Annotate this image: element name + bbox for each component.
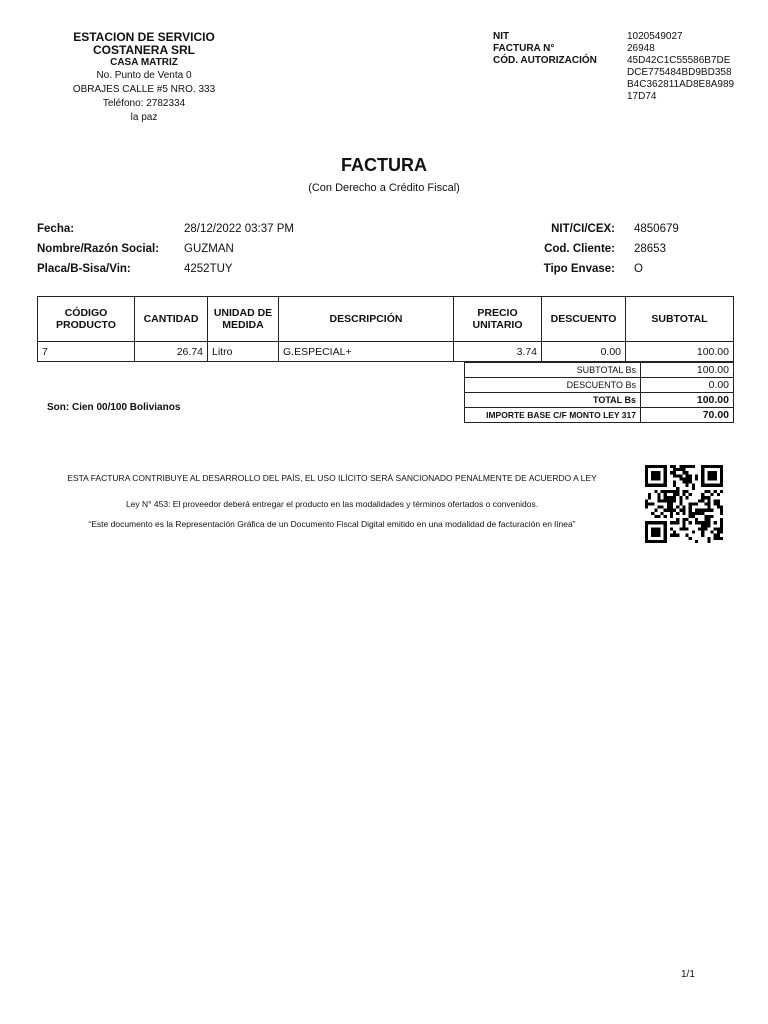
- issuer-pos: No. Punto de Venta 0: [96, 70, 192, 81]
- table-row: [38, 342, 734, 362]
- factura-number-value: 26948: [627, 43, 655, 54]
- items-table: [37, 296, 734, 362]
- nit-label: NIT: [493, 31, 510, 42]
- total-value: 100.00: [641, 393, 734, 408]
- fecha-label: Fecha:: [37, 223, 75, 235]
- envase-label: Tipo Envase:: [543, 263, 615, 275]
- issuer-phone: Teléfono: 2782334: [102, 98, 186, 109]
- descuento-label: DESCUENTO Bs: [465, 378, 641, 393]
- subtotal-label: SUBTOTAL Bs: [465, 363, 641, 378]
- factura-number-label: FACTURA N°: [493, 43, 555, 54]
- importe-row: [465, 408, 734, 423]
- col-precio-header: PRECIO UNITARIO: [454, 297, 542, 342]
- issuer-city: la paz: [130, 112, 158, 123]
- cod-cliente-value: 28653: [634, 243, 666, 255]
- total-row: [465, 393, 734, 408]
- document-subtitle: (Con Derecho a Crédito Fiscal): [308, 182, 460, 194]
- cod-cliente-label: Cod. Cliente:: [544, 243, 615, 255]
- envase-value: O: [634, 263, 643, 275]
- nombre-value: GUZMAN: [184, 243, 234, 255]
- nombre-label: Nombre/Razón Social:: [37, 243, 160, 255]
- nit-value: 1020549027: [627, 31, 683, 42]
- cell-descripcion: G.ESPECIAL+: [279, 342, 454, 362]
- subtotal-row: [465, 363, 734, 378]
- issuer-name-line2: COSTANERA SRL: [93, 43, 195, 57]
- total-label: TOTAL Bs: [465, 393, 641, 408]
- cell-precio: 3.74: [454, 342, 542, 362]
- auth-code-label: CÓD. AUTORIZACIÓN: [493, 55, 597, 66]
- nitci-value: 4850679: [634, 223, 679, 235]
- descuento-row: [465, 378, 734, 393]
- legal-line-2: Ley N° 453: El proveedor deberá entregar el producto en las modalidades y términos ofertados o convenidos.: [125, 499, 539, 509]
- col-codigo-header: CÓDIGO PRODUCTO: [38, 297, 135, 342]
- totals-table: [464, 362, 734, 423]
- items-header-row: [38, 297, 734, 342]
- document-title: FACTURA: [341, 155, 427, 175]
- fecha-value: 28/12/2022 03:37 PM: [184, 223, 294, 235]
- invoice-meta: [493, 31, 737, 103]
- auth-code-value: 45D42C1C55586B7DEDCE775484BD9BD358B4C362811AD8E8A98917D74: [627, 55, 735, 102]
- meta-auth-row: [493, 55, 737, 103]
- issuer-branch: CASA MATRIZ: [110, 57, 178, 68]
- placa-label: Placa/B-Sisa/Vin:: [37, 263, 131, 275]
- col-descuento-header: DESCUENTO: [542, 297, 626, 342]
- page-number: 1/1: [681, 969, 695, 980]
- col-descripcion-header: DESCRIPCIÓN: [279, 297, 454, 342]
- subtotal-value: 100.00: [641, 363, 734, 378]
- importe-label: IMPORTE BASE C/F MONTO LEY 317: [465, 408, 641, 423]
- nitci-label: NIT/CI/CEX:: [551, 223, 615, 235]
- placa-value: 4252TUY: [184, 263, 233, 275]
- col-cantidad-header: CANTIDAD: [135, 297, 208, 342]
- legal-line-3: “Este documento es la Representación Gráfica de un Documento Fiscal Digital emitido en una modalidad de facturación en línea”: [88, 519, 576, 529]
- legal-line-1: ESTA FACTURA CONTRIBUYE AL DESARROLLO DEL PAÍS, EL USO ILÍCITO SERÁ SANCIONADO PENALMENTE DE ACUERDO A LEY: [67, 473, 597, 483]
- col-subtotal-header: SUBTOTAL: [626, 297, 734, 342]
- cell-subtotal: 100.00: [626, 342, 734, 362]
- issuer-address: OBRAJES CALLE #5 NRO. 333: [72, 84, 216, 95]
- issuer-name-line1: ESTACION DE SERVICIO: [73, 30, 215, 44]
- descuento-value: 0.00: [641, 378, 734, 393]
- meta-nit-row: [493, 31, 737, 43]
- amount-in-words: Son: Cien 00/100 Bolivianos: [47, 402, 181, 413]
- cell-cantidad: 26.74: [135, 342, 208, 362]
- col-unidad-header: UNIDAD DE MEDIDA: [208, 297, 279, 342]
- cell-descuento: 0.00: [542, 342, 626, 362]
- issuer-block: [54, 31, 234, 125]
- cell-codigo: 7: [38, 342, 135, 362]
- qr-code-icon: [645, 465, 723, 543]
- importe-value: 70.00: [641, 408, 734, 423]
- meta-factura-row: [493, 43, 737, 55]
- cell-unidad: Litro: [208, 342, 279, 362]
